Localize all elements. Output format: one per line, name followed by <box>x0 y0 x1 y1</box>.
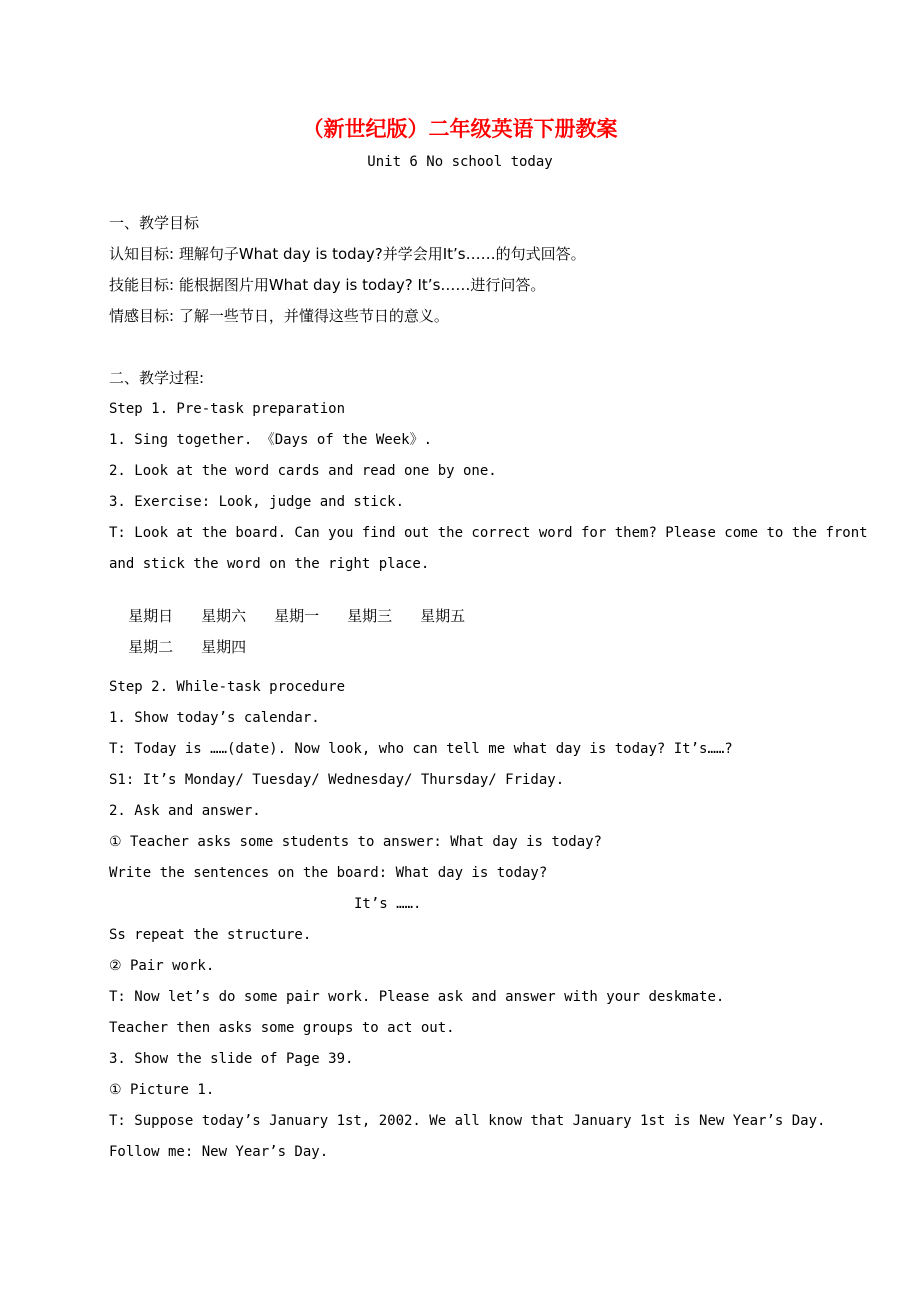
step1-item2: 2. Look at the word cards and read one by one. <box>109 463 497 479</box>
step2-item3: 3. Show the slide of Page 39. <box>109 1051 354 1067</box>
document-title: （新世纪版）二年级英语下册教案 <box>302 116 618 141</box>
weekday-word: 星期一 <box>274 607 320 625</box>
step2-item1: 1. Show today’s calendar. <box>109 710 320 726</box>
goal-affective: 情感目标: 了解一些节日，并懂得这些节日的意义。 <box>109 307 449 325</box>
weekday-word: 星期五 <box>420 607 466 625</box>
weekday-word: 星期日 <box>128 607 174 625</box>
step2-picture1: ① Picture 1. <box>109 1082 215 1098</box>
step2-teacher-today: T: Today is ……(date). Now look, who can tell me what day is today? It’s……? <box>109 741 733 757</box>
step2-write-line: Write the sentences on the board: What day is today? <box>109 865 548 881</box>
weekday-word: 星期三 <box>347 607 393 625</box>
step2-suppose-line: T: Suppose today’s January 1st, 2002. We all know that January 1st is New Year’s Day. <box>109 1113 826 1129</box>
step2-s1-answer: S1: It’s Monday/ Tuesday/ Wednesday/ Thursday/ Friday. <box>109 772 565 788</box>
step2-follow-line: Follow me: New Year’s Day. <box>109 1144 329 1160</box>
step2-sub2: ② Pair work. <box>109 958 215 974</box>
step2-sub1: ① Teacher asks some students to answer: What day is today? <box>109 834 602 850</box>
step2-title: Step 2. While-task procedure <box>109 679 346 695</box>
step2-repeat-line: Ss repeat the structure. <box>109 927 312 943</box>
step2-its-line: It’s ……. <box>354 896 422 912</box>
weekday-row-2 <box>109 614 274 680</box>
weekday-word: 星期六 <box>201 607 247 625</box>
section-heading-process: 二、教学过程: <box>109 369 205 387</box>
step2-groups-line: Teacher then asks some groups to act out. <box>109 1020 455 1036</box>
goal-skill: 技能目标: 能根据图片用What day is today? It’s……进行问答。 <box>109 276 546 294</box>
step2-pair-line: T: Now let’s do some pair work. Please ask and answer with your deskmate. <box>109 989 725 1005</box>
section-heading-objectives: 一、教学目标 <box>109 214 200 232</box>
step1-item1: 1. Sing together. 《Days of the Week》. <box>109 432 433 448</box>
weekday-word: 星期四 <box>201 638 247 656</box>
document-subtitle: Unit 6 No school today <box>367 154 553 170</box>
step2-item2: 2. Ask and answer. <box>109 803 261 819</box>
step1-item3: 3. Exercise: Look, judge and stick. <box>109 494 405 510</box>
step1-title: Step 1. Pre-task preparation <box>109 401 346 417</box>
step1-teacher-line2: and stick the word on the right place. <box>109 556 430 572</box>
goal-cognitive: 认知目标: 理解句子What day is today?并学会用It’s……的句式回答。 <box>109 245 586 263</box>
weekday-word: 星期二 <box>128 638 174 656</box>
step1-teacher-line1: T: Look at the board. Can you find out the correct word for them? Please come to the front <box>109 525 868 541</box>
